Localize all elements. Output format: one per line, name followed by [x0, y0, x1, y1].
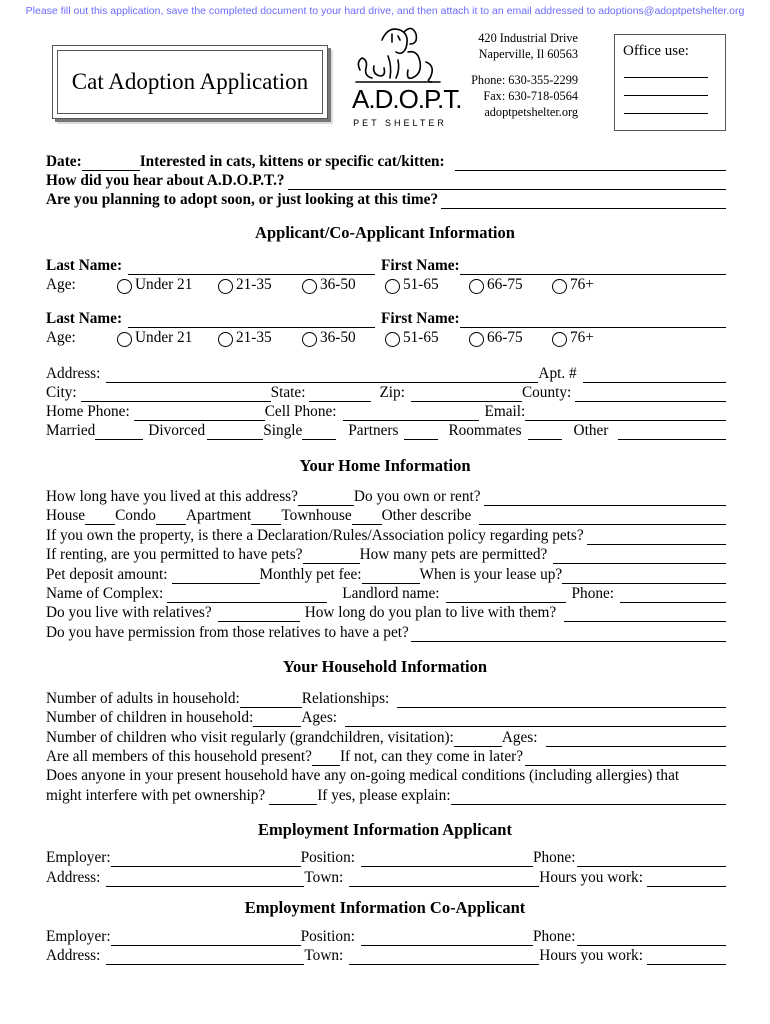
co-employer-field[interactable] — [111, 932, 301, 946]
last-name-field[interactable] — [128, 261, 375, 275]
employment-coapplicant-row-1 — [46, 928, 726, 946]
employment-coapplicant-row-2 — [46, 947, 726, 965]
children-field[interactable] — [253, 713, 301, 727]
co-town-field[interactable] — [349, 951, 539, 965]
city-field[interactable] — [81, 388, 271, 402]
town-label: Town: — [304, 869, 344, 886]
age-option[interactable]: 36-50 — [302, 276, 385, 294]
home-phone-label: Home Phone: — [46, 403, 130, 420]
visit-field[interactable] — [454, 733, 502, 747]
household-row-5 — [46, 767, 726, 785]
relatives-field[interactable] — [218, 608, 300, 622]
radio-icon[interactable] — [302, 279, 317, 294]
home-row-8 — [46, 624, 726, 642]
age-option[interactable]: 66-75 — [469, 329, 552, 347]
adopt-soon-field[interactable] — [441, 195, 726, 209]
apt-label: Apt. # — [538, 365, 577, 382]
home-row-2 — [46, 507, 726, 525]
position-label: Position: — [300, 849, 355, 866]
divorced-label: Divorced — [148, 422, 206, 439]
town-field[interactable] — [349, 873, 539, 887]
age-option[interactable]: 51-65 — [385, 329, 469, 347]
co-employer-phone-field[interactable] — [577, 932, 726, 946]
relationships-field[interactable] — [397, 694, 726, 708]
children-label: Number of children in household: — [46, 709, 254, 726]
how-many-field[interactable] — [553, 550, 726, 564]
other-describe-field[interactable] — [479, 511, 726, 525]
home-heading: Your Home Information — [299, 456, 471, 475]
hear-field[interactable] — [288, 176, 726, 190]
age-option[interactable]: Under 21 — [117, 329, 218, 347]
present-label: Are all members of this household present? — [46, 748, 312, 765]
condo-label: Condo — [115, 507, 156, 524]
office-use-box — [614, 34, 726, 131]
radio-icon[interactable] — [117, 279, 132, 294]
how-long-live-label: How long do you plan to live with them? — [304, 604, 557, 621]
coapplicant-age-row — [46, 329, 726, 347]
children-ages-label: Ages: — [301, 709, 338, 726]
divorced-field[interactable] — [207, 426, 263, 440]
co-hours-label: Hours you work: — [539, 947, 643, 964]
home-phone-field[interactable] — [134, 407, 265, 421]
own-rent-label: Do you own or rent? — [353, 488, 481, 505]
household-row-4 — [46, 748, 726, 766]
contact-phones — [456, 72, 578, 120]
household-row-2 — [46, 709, 726, 727]
later-field[interactable] — [525, 752, 726, 766]
co-position-field[interactable] — [361, 932, 533, 946]
partners-field[interactable] — [404, 426, 438, 440]
other-describe-label: Other describe — [381, 507, 472, 524]
co-employer-phone-label: Phone: — [532, 928, 576, 945]
cell-phone-label: Cell Phone: — [264, 403, 337, 420]
medical-field[interactable] — [269, 791, 317, 805]
contact-fax: Fax: 630-718-0564 — [483, 89, 578, 103]
co-employer-label: Employer: — [46, 928, 111, 945]
interested-label: Interested in cats, kittens or specific cat/kitten: — [139, 153, 445, 170]
explain-label: If yes, please explain: — [317, 787, 451, 804]
medical-label-cont: might interfere with pet ownership? — [46, 787, 266, 804]
renting-label: If renting, are you permitted to have pets? — [46, 546, 303, 563]
hours-label: Hours you work: — [539, 869, 643, 886]
employment-applicant-row-1 — [46, 849, 726, 867]
how-long-label: How long have you lived at this address? — [46, 488, 298, 505]
office-use-line[interactable] — [624, 95, 708, 96]
visit-ages-label: Ages: — [501, 729, 538, 746]
coapplicant-name-row — [46, 310, 726, 328]
date-field[interactable] — [82, 157, 140, 171]
last-name-label: Last Name: — [46, 257, 123, 274]
other-field[interactable] — [618, 426, 726, 440]
employer-phone-label: Phone: — [532, 849, 576, 866]
office-use-line[interactable] — [624, 113, 708, 114]
county-label: County: — [521, 384, 572, 401]
home-row-4 — [46, 546, 726, 564]
declaration-field[interactable] — [587, 531, 726, 545]
co-hours-field[interactable] — [647, 951, 726, 965]
adults-label: Number of adults in household: — [46, 690, 240, 707]
radio-icon[interactable] — [218, 279, 233, 294]
age-label: Age: — [46, 276, 76, 293]
pets-logo-icon — [352, 22, 462, 132]
instructions-notice: Please fill out this application, save the completed document to your hard drive, and then attach it to an email addressed to adoptions@adoptpetshelter.org — [25, 5, 745, 17]
apt-field[interactable] — [583, 369, 726, 383]
marital-row — [46, 422, 726, 440]
co-last-name-field[interactable] — [128, 314, 375, 328]
co-employer-address-field[interactable] — [106, 951, 304, 965]
home-row-3 — [46, 527, 726, 545]
age-option[interactable]: 21-35 — [218, 276, 302, 294]
address-field[interactable] — [106, 369, 538, 383]
applicant-age-row — [46, 276, 726, 294]
lease-field[interactable] — [562, 570, 726, 584]
apartment-label: Apartment — [185, 507, 252, 524]
medical-label: Does anyone in your present household have any on-going medical conditions (including allergies) that — [46, 767, 680, 784]
visit-label: Number of children who visit regularly (grandchildren, visitation): — [46, 729, 454, 746]
employer-address-label: Address: — [46, 869, 101, 886]
townhouse-label: Townhouse — [281, 507, 352, 524]
permission-label: Do you have permission from those relatives to have a pet? — [46, 624, 409, 641]
partners-label: Partners — [348, 422, 399, 439]
other-label: Other — [573, 422, 609, 439]
intro-row-1 — [46, 153, 726, 171]
adopt-logo — [352, 22, 462, 132]
applicant-name-row — [46, 257, 726, 275]
married-label: Married — [46, 422, 96, 439]
age-option[interactable]: 21-35 — [218, 329, 302, 347]
monthly-field[interactable] — [362, 570, 420, 584]
deposit-label: Pet deposit amount: — [46, 566, 168, 583]
employer-label: Employer: — [46, 849, 111, 866]
age-option[interactable]: 36-50 — [302, 329, 385, 347]
home-row-5 — [46, 566, 726, 584]
email-field[interactable] — [525, 407, 726, 421]
state-field[interactable] — [309, 388, 371, 402]
zip-label: Zip: — [379, 384, 405, 401]
employer-phone-field[interactable] — [577, 853, 726, 867]
radio-icon[interactable] — [552, 279, 567, 294]
age-option[interactable]: 76+ — [552, 329, 594, 347]
present-field[interactable] — [312, 752, 340, 766]
contact-city: Naperville, Il 60563 — [478, 47, 578, 61]
employment-applicant-heading: Employment Information Applicant — [258, 820, 512, 839]
radio-icon[interactable] — [385, 279, 400, 294]
complex-phone-label: Phone: — [571, 585, 615, 602]
zip-field[interactable] — [411, 388, 522, 402]
roommates-label: Roommates — [448, 422, 522, 439]
radio-icon[interactable] — [117, 332, 132, 347]
city-label: City: — [46, 384, 77, 401]
radio-icon[interactable] — [552, 332, 567, 347]
complex-field[interactable] — [167, 589, 327, 603]
how-long-live-field[interactable] — [564, 608, 726, 622]
logo-wordmark: A.D.O.P.T. — [352, 84, 462, 114]
contact-address — [456, 30, 578, 62]
logo-subtitle: PET SHELTER — [353, 118, 447, 128]
house-label: House — [46, 507, 86, 524]
visit-ages-field[interactable] — [546, 733, 726, 747]
household-row-3 — [46, 729, 726, 747]
office-use-label: Office use: — [623, 43, 689, 59]
adults-field[interactable] — [240, 694, 302, 708]
home-row-7 — [46, 604, 726, 622]
age-option[interactable]: 76+ — [552, 276, 594, 294]
home-row-1 — [46, 488, 726, 506]
how-long-field[interactable] — [298, 492, 354, 506]
phone-row — [46, 403, 726, 421]
age-option[interactable]: Under 21 — [117, 276, 218, 294]
cell-phone-field[interactable] — [343, 407, 479, 421]
hours-field[interactable] — [647, 873, 726, 887]
radio-icon[interactable] — [302, 332, 317, 347]
radio-icon[interactable] — [385, 332, 400, 347]
position-field[interactable] — [361, 853, 533, 867]
age-label: Age: — [46, 329, 76, 346]
hear-label: How did you hear about A.D.O.P.T.? — [46, 172, 285, 189]
married-field[interactable] — [95, 426, 143, 440]
how-many-label: How many pets are permitted? — [359, 546, 548, 563]
co-position-label: Position: — [300, 928, 355, 945]
monthly-label: Monthly pet fee: — [259, 566, 362, 583]
intro-row-3 — [46, 191, 726, 209]
city-row — [46, 384, 726, 402]
declaration-label: If you own the property, is there a Declaration/Rules/Association policy regarding pets? — [46, 527, 584, 544]
landlord-label: Landlord name: — [342, 585, 440, 602]
age-option[interactable]: 66-75 — [469, 276, 552, 294]
co-town-label: Town: — [304, 947, 344, 964]
address-row — [46, 365, 726, 383]
employer-address-field[interactable] — [106, 873, 304, 887]
email-label: Email: — [484, 403, 526, 420]
home-row-6 — [46, 585, 726, 603]
household-row-6 — [46, 787, 726, 805]
employment-coapplicant-heading: Employment Information Co-Applicant — [244, 898, 526, 917]
state-label: State: — [270, 384, 306, 401]
radio-icon[interactable] — [469, 279, 484, 294]
age-option[interactable]: 51-65 — [385, 276, 469, 294]
relationships-label: Relationships: — [301, 690, 390, 707]
page-title: Cat Adoption Application — [71, 69, 309, 94]
interested-field[interactable] — [455, 157, 726, 171]
complex-phone-field[interactable] — [620, 589, 726, 603]
co-employer-address-label: Address: — [46, 947, 101, 964]
radio-icon[interactable] — [218, 332, 233, 347]
single-field[interactable] — [302, 426, 336, 440]
children-ages-field[interactable] — [345, 713, 726, 727]
first-name-label: First Name: — [381, 310, 460, 327]
explain-field[interactable] — [451, 791, 726, 805]
own-rent-field[interactable] — [484, 492, 726, 506]
permission-field[interactable] — [411, 628, 726, 642]
first-name-label: First Name: — [381, 257, 460, 274]
townhouse-field[interactable] — [352, 511, 382, 525]
later-label: If not, can they come in later? — [339, 748, 523, 765]
apartment-field[interactable] — [251, 511, 281, 525]
lease-label: When is your lease up? — [419, 566, 563, 583]
applicant-heading: Applicant/Co-Applicant Information — [255, 223, 515, 242]
renting-field[interactable] — [303, 550, 360, 564]
house-field[interactable] — [85, 511, 115, 525]
household-heading: Your Household Information — [282, 657, 488, 676]
county-field[interactable] — [575, 388, 726, 402]
date-label: Date: — [46, 153, 82, 170]
deposit-field[interactable] — [172, 570, 260, 584]
title-box — [52, 45, 328, 119]
relatives-label: Do you live with relatives? — [46, 604, 212, 621]
address-label: Address: — [46, 365, 101, 382]
contact-street: 420 Industrial Drive — [478, 31, 578, 45]
contact-phone: Phone: 630-355-2299 — [471, 73, 578, 87]
single-label: Single — [263, 422, 303, 439]
radio-icon[interactable] — [469, 332, 484, 347]
contact-web: adoptpetshelter.org — [484, 105, 578, 119]
last-name-label: Last Name: — [46, 310, 123, 327]
adopt-soon-label: Are you planning to adopt soon, or just looking at this time? — [46, 191, 439, 208]
co-first-name-field[interactable] — [460, 314, 726, 328]
employment-applicant-row-2 — [46, 869, 726, 887]
employer-field[interactable] — [111, 853, 301, 867]
household-row-1 — [46, 690, 726, 708]
landlord-field[interactable] — [446, 589, 566, 603]
first-name-field[interactable] — [460, 261, 726, 275]
office-use-line[interactable] — [624, 77, 708, 78]
intro-row-2 — [46, 172, 726, 190]
complex-label: Name of Complex: — [46, 585, 164, 602]
roommates-field[interactable] — [528, 426, 562, 440]
condo-field[interactable] — [156, 511, 186, 525]
